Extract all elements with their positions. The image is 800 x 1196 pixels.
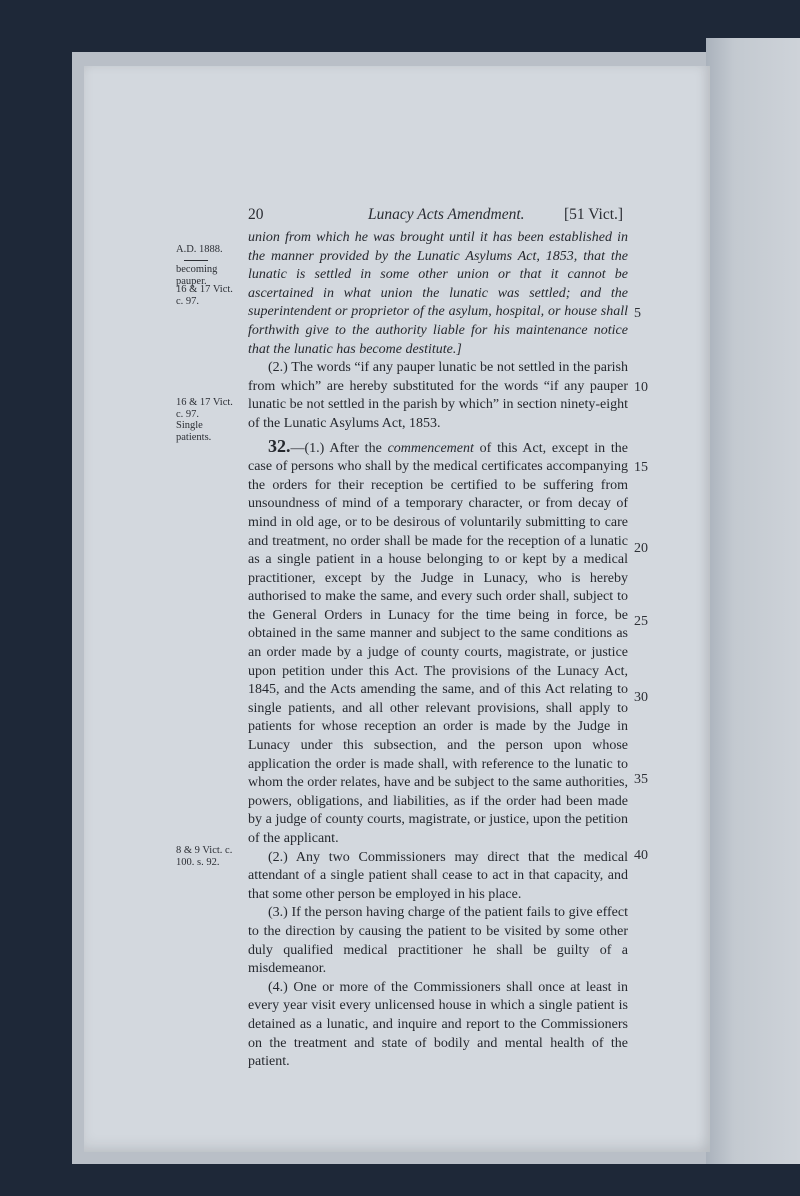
line-number-40: 40 <box>634 848 648 863</box>
body-text <box>248 229 628 1072</box>
paragraph-continuation: union from which he was brought until it has been established in the manner provided by the Lunatic Asylums Act, 1853, that the lunatic is settled in some other union or that it cannot be ascertained in what union the lunatic was settled; and the superintendent or proprietor of the asylum, hospital, or house shall forthwith give to the authority liable for his maintenance notice that the lunatic has become destitute.] <box>248 230 628 357</box>
line-number-10: 10 <box>634 380 648 395</box>
margin-citation-3: 8 & 9 Vict. c. 100. s. 92. <box>176 845 233 868</box>
line-number-5: 5 <box>634 306 641 321</box>
line-number-30: 30 <box>634 690 648 705</box>
page-number: 20 <box>248 206 264 223</box>
margin-citation-2: 16 & 17 Vict. c. 97. <box>176 397 233 420</box>
margin-year: A.D. 1888. <box>176 244 223 255</box>
margin-note-single-patients: Single patients. <box>176 420 212 443</box>
margin-rule <box>184 260 208 261</box>
section-32-italic: commencement <box>387 440 474 456</box>
line-number-25: 25 <box>634 614 648 629</box>
margin-citation-1: 16 & 17 Vict. c. 97. <box>176 284 233 307</box>
line-number-35: 35 <box>634 772 648 787</box>
margin-note-pauper-text: becoming pauper. <box>176 264 218 287</box>
section-32-paragraph <box>248 437 628 849</box>
subsection-4: (4.) One or more of the Commissioners shall once at least in every year visit every unlicensed house in which a single patient is detained as a lunatic, and inquire and report to the Commissioners on the treatment and state of bodily and mental health of the patient. <box>248 979 628 1070</box>
margin-note-pauper <box>176 256 238 287</box>
line-number-20: 20 <box>634 541 648 556</box>
section-32-text-b: of this Act, except in the case of persons who shall by the medical certificates accompanying the orders for their reception be certified to be suffering from unsoundness of mind of a temporary character, or from decay of mind in old age, or to be desirous of voluntarily submitting to care and treatment, no order shall be made for the reception of a lunatic as a single patient in a house belonging to or kept by a medical practitioner, except by the Judge in Lunacy, who is hereby authorised to make the same, and every such order shall, subject to the General Orders in Lunacy for the time being in force, be obtained in the same manner and subject to the same conditions as an order made by a judge of county courts, magistrate, or justice upon petition under this Act. The provisions of the Lunacy Act, 1845, and the Acts amending the same, and of this Act relating to single patients, and all other relevant provisions, shall apply to patients for whose reception an order is made by the Judge in Lunacy under this subsection, and the person upon whose application the order is made shall, with reference to the lunatic to whom the order relates, have and be subject to the same authorities, powers, obligations, and liabilities, as if the order had been made by a judge of county courts, magistrate, or justice, upon the petition of the applicant. <box>248 440 628 846</box>
line-number-15: 15 <box>634 460 648 475</box>
section-32-text-a: —(1.) After the <box>290 440 388 456</box>
subsection-3: (3.) If the person having charge of the patient fails to give effect to the direction by causing the patient to be visited by some other duly qualified medical practitioner he shall be guilty of a misdemeanor. <box>248 905 628 977</box>
subsection-2-amendment: (2.) The words “if any pauper lunatic be not settled in the parish from which” are hereby substituted for the words “if any pauper lunatic be not settled in the parish by which” in section ninety-eight of the Lunatic Asylums Act, 1853. <box>248 360 628 431</box>
section-number: 32. <box>268 435 291 456</box>
regnal-year: [51 Vict.] <box>564 206 624 223</box>
running-title: Lunacy Acts Amendment. <box>368 206 525 223</box>
subsection-2: (2.) Any two Commissioners may direct that the medical attendant of a single patient shall cease to act in that capacity, and that some other person be employed in his place. <box>248 849 628 902</box>
